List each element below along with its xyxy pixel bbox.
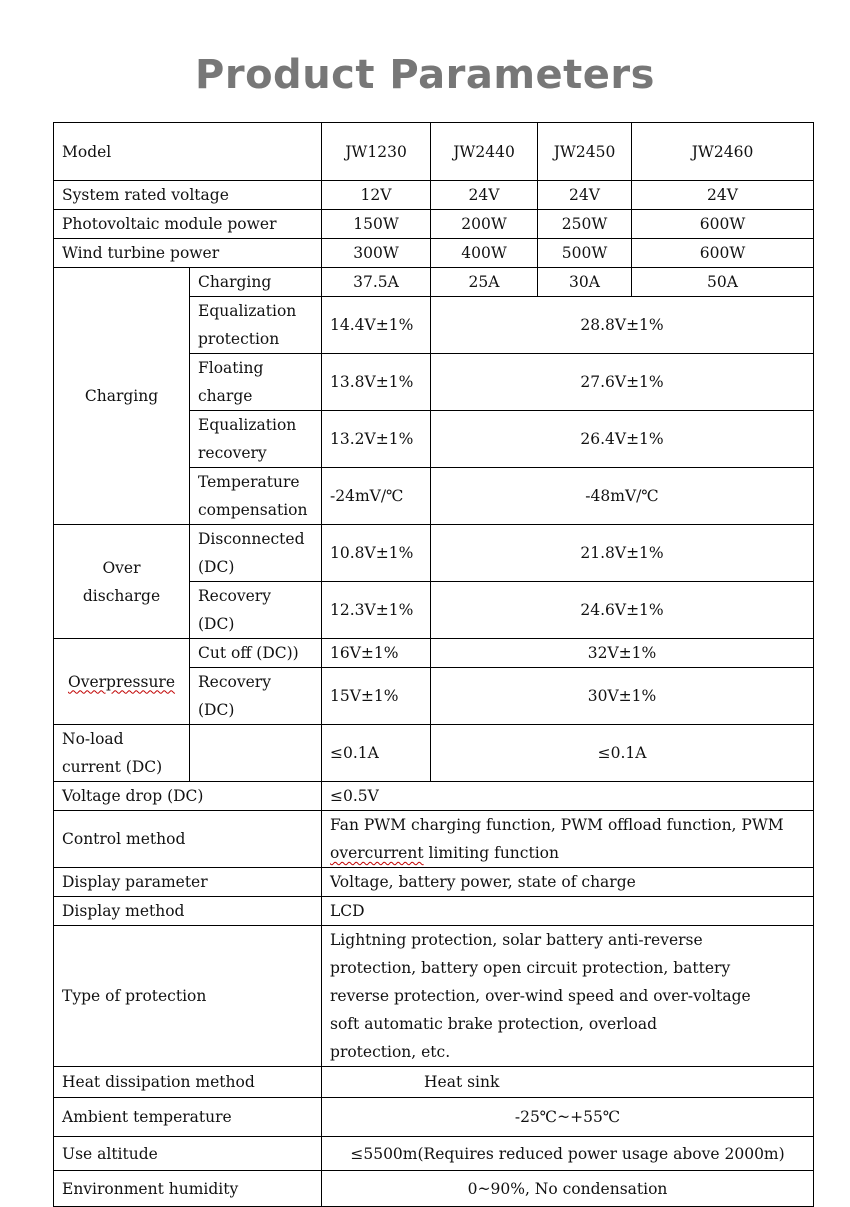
table-row-cut-off	[54, 639, 814, 668]
table-row-protection	[54, 926, 814, 1067]
model-jw2440: JW2440	[431, 123, 538, 181]
table-row-charging-current	[54, 268, 814, 297]
cell-value: ≤0.5V	[322, 782, 814, 811]
sub-label: Equalization protection	[190, 297, 322, 354]
sub-label: Cut off (DC))	[190, 639, 322, 668]
cell-value-24v: -48mV/℃	[431, 468, 814, 525]
row-label: Display parameter	[54, 868, 322, 897]
table-row-model	[54, 123, 814, 181]
table-row-no-load	[54, 725, 814, 782]
table-row-display-parameter	[54, 868, 814, 897]
row-label: System rated voltage	[54, 181, 322, 210]
table-row-wind-power	[54, 239, 814, 268]
cell-value-12v: ≤0.1A	[322, 725, 431, 782]
cell-value-12v: 10.8V±1%	[322, 525, 431, 582]
cell-value: 200W	[431, 210, 538, 239]
cell-value-24v: 28.8V±1%	[431, 297, 814, 354]
table-row-system-voltage	[54, 181, 814, 210]
model-jw2460: JW2460	[632, 123, 814, 181]
cell-value: ≤5500m(Requires reduced power usage above 2000m)	[322, 1137, 814, 1171]
sub-label: Recovery (DC)	[190, 668, 322, 725]
cell-value: Voltage, battery power, state of charge	[322, 868, 814, 897]
cell-value-12v: 12.3V±1%	[322, 582, 431, 639]
cell-value-24v: 24.6V±1%	[431, 582, 814, 639]
row-label: Use altitude	[54, 1137, 322, 1171]
row-label: Ambient temperature	[54, 1098, 322, 1137]
cell-value: Lightning protection, solar battery anti-reverse protection, battery open circuit protection, battery reverse protection, over-wind speed and over-voltage soft automatic brake protection, overload protection, etc.	[322, 926, 814, 1067]
cell-value: 30A	[538, 268, 632, 297]
sub-label: Temperature compensation	[190, 468, 322, 525]
cell-value: 24V	[538, 181, 632, 210]
row-label: Environment humidity	[54, 1171, 322, 1207]
row-label: Heat dissipation method	[54, 1067, 322, 1098]
cell-value: 600W	[632, 210, 814, 239]
cell-value: 50A	[632, 268, 814, 297]
cell-value: 24V	[632, 181, 814, 210]
model-jw2450: JW2450	[538, 123, 632, 181]
table-row-control-method	[54, 811, 814, 868]
cell-value: -25℃~+55℃	[322, 1098, 814, 1137]
sub-label: Disconnected (DC)	[190, 525, 322, 582]
cell-value: 250W	[538, 210, 632, 239]
cell-value-12v: 13.8V±1%	[322, 354, 431, 411]
cell-value: Fan PWM charging function, PWM offload function, PWM overcurrent limiting function	[322, 811, 814, 868]
cell-value: 24V	[431, 181, 538, 210]
cell-value-24v: 27.6V±1%	[431, 354, 814, 411]
cell-value: 150W	[322, 210, 431, 239]
cell-value: LCD	[322, 897, 814, 926]
table-row-humidity	[54, 1171, 814, 1207]
sub-label: Equalization recovery	[190, 411, 322, 468]
row-label: Control method	[54, 811, 322, 868]
group-label-overpressure: Overpressure	[54, 639, 190, 725]
table-row-display-method	[54, 897, 814, 926]
row-label: Photovoltaic module power	[54, 210, 322, 239]
row-label: Voltage drop (DC)	[54, 782, 322, 811]
group-label-over-discharge: Over discharge	[54, 525, 190, 639]
product-parameters-table	[53, 122, 814, 1207]
table-row-disconnected	[54, 525, 814, 582]
cell-value: 600W	[632, 239, 814, 268]
cell-value-12v: 14.4V±1%	[322, 297, 431, 354]
cell-value: 25A	[431, 268, 538, 297]
cell-value: Heat sink	[322, 1067, 814, 1098]
group-label-charging: Charging	[54, 268, 190, 525]
page-title: Product Parameters	[195, 52, 655, 98]
table-row-altitude	[54, 1137, 814, 1171]
cell-value-24v: 30V±1%	[431, 668, 814, 725]
cell-value-12v: 16V±1%	[322, 639, 431, 668]
sub-label: Recovery (DC)	[190, 582, 322, 639]
cell-value: 0~90%, No condensation	[322, 1171, 814, 1207]
row-label: Type of protection	[54, 926, 322, 1067]
cell-value-24v: 32V±1%	[431, 639, 814, 668]
cell-value: 12V	[322, 181, 431, 210]
cell-value-12v: -24mV/℃	[322, 468, 431, 525]
cell-value-12v: 13.2V±1%	[322, 411, 431, 468]
table-row-heat-dissipation	[54, 1067, 814, 1098]
table-row-pv-power	[54, 210, 814, 239]
cell-value: 37.5A	[322, 268, 431, 297]
row-label: No-load current (DC)	[54, 725, 190, 782]
row-label: Wind turbine power	[54, 239, 322, 268]
cell-value: 300W	[322, 239, 431, 268]
table-row-ambient-temperature	[54, 1098, 814, 1137]
cell-value-24v: ≤0.1A	[431, 725, 814, 782]
cell-value: 400W	[431, 239, 538, 268]
cell-value-24v: 26.4V±1%	[431, 411, 814, 468]
row-label: Display method	[54, 897, 322, 926]
sub-label: Floating charge	[190, 354, 322, 411]
sub-label: Charging	[190, 268, 322, 297]
model-jw1230: JW1230	[322, 123, 431, 181]
empty-cell	[190, 725, 322, 782]
table-row-voltage-drop	[54, 782, 814, 811]
cell-value-12v: 15V±1%	[322, 668, 431, 725]
cell-value: 500W	[538, 239, 632, 268]
model-label: Model	[54, 123, 322, 181]
cell-value-24v: 21.8V±1%	[431, 525, 814, 582]
